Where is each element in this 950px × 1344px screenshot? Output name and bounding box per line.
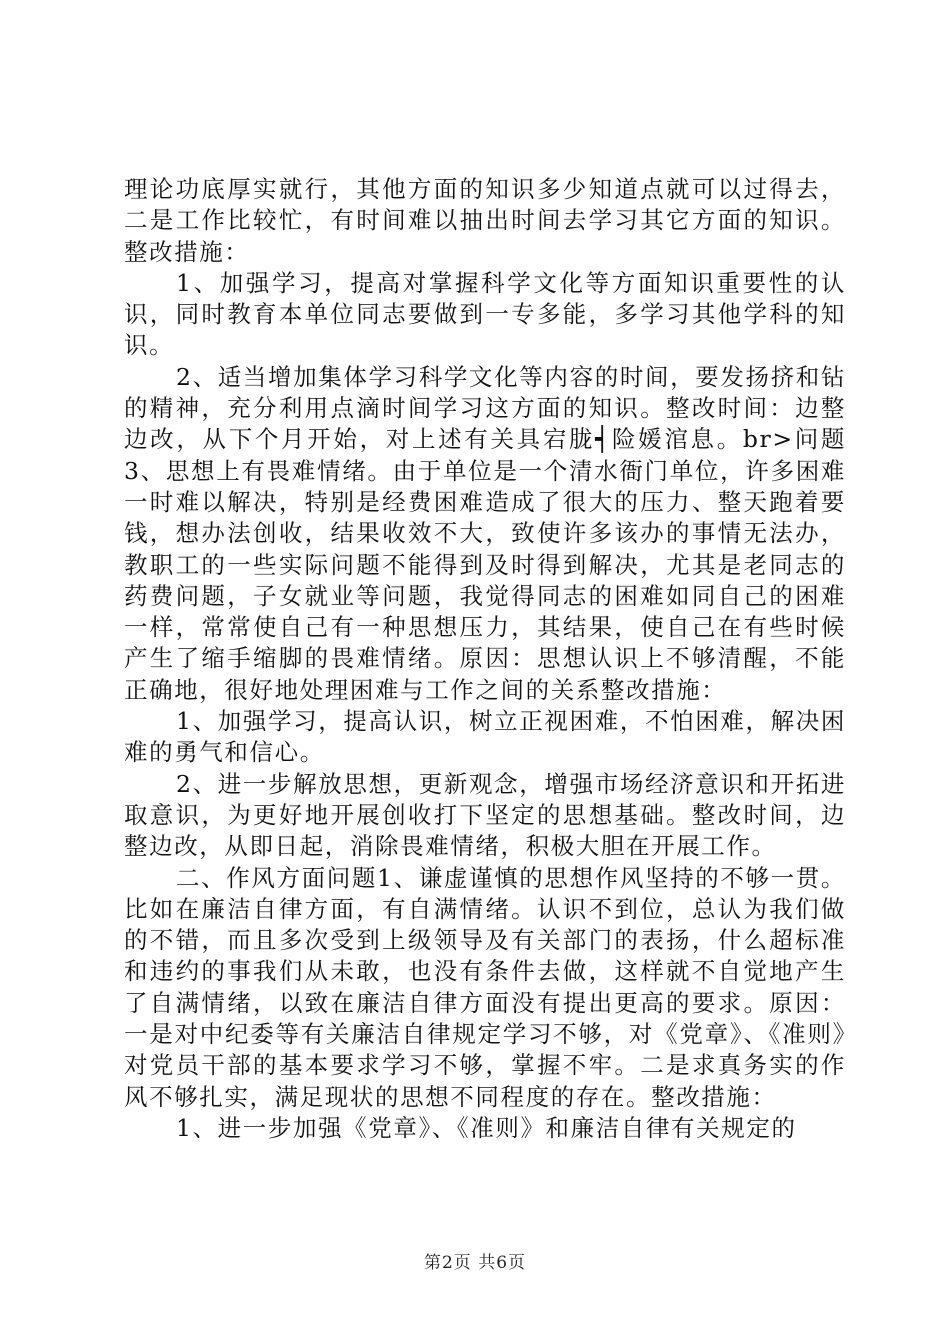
- paragraph-7: 1、进一步加强《党章》、《准则》和廉洁自律有关规定的: [176, 1113, 797, 1142]
- paragraph-1: 理论功底厚实就行，其他方面的知识多少知道点就可以过得去，二是工作比较忙，有时间难以抽出时间去学习其它方面的知识。整改措施：: [124, 175, 846, 266]
- paragraph-5: 2、进一步解放思想，更新观念，增强市场经济意识和开拓进取意识，为更好地开展创收打下坚定的思想基础。整改时间，边整边改，从即日起，消除畏难情绪，积极大胆在开展工作。: [124, 769, 846, 861]
- paragraph-6: 二、作风方面问题1、谦虚谨慎的思想作风坚持的不够一贯。比如在廉洁自律方面，有自满情绪。认识不到位，总认为我们做的不错，而且多次受到上级领导及有关部门的表扬，什么超标准和违约的事我们从未敢，也没有条件去做，这样就不自觉地产生了自满情绪，以致在廉洁自律方面没有提出更高的要求。原因：一是对中纪委等有关廉洁自律规定学习不够，对《党章》、《准则》对党员干部的基本要求学习不够，掌握不牢。二是求真务实的作风不够扎实，满足现状的思想不同程度的存在。整改措施：: [124, 863, 846, 1111]
- document-body: [124, 174, 846, 1144]
- paragraph-2: 1、加强学习，提高对掌握科学文化等方面知识重要性的认识，同时教育本单位同志要做到一专多能，多学习其他学科的知识。: [124, 268, 846, 360]
- paragraph-4: 1、加强学习，提高认识，树立正视困难，不怕困难，解决困难的勇气和信心。: [124, 707, 846, 767]
- page-number-footer: 第2页 共6页: [423, 1253, 527, 1273]
- paragraph-3: 2、适当增加集体学习科学文化等内容的时间，要发扬挤和钻的精神，充分利用点滴时间学习这方面的知识。整改时间：边整边改，从下个月开始，对上述有关具宕胧┥险媛涫息。br>问题3、思想上有畏难情绪。由于单位是一个清水衙门单位，许多困难一时难以解决，特别是经费困难造成了很大的压力、整天跑着要钱，想办法创收，结果收效不大，致使许多该办的事情无法办，教职工的一些实际问题不能得到及时得到解决，尤其是老同志的药费问题，子女就业等问题，我觉得同志的困难如同自己的困难一样，常常使自己有一种思想压力，其结果，使自己在有些时候产生了缩手缩脚的畏难情绪。原因：思想认识上不够清醒，不能正确地，很好地处理困难与工作之间的关系整改措施：: [124, 362, 846, 704]
